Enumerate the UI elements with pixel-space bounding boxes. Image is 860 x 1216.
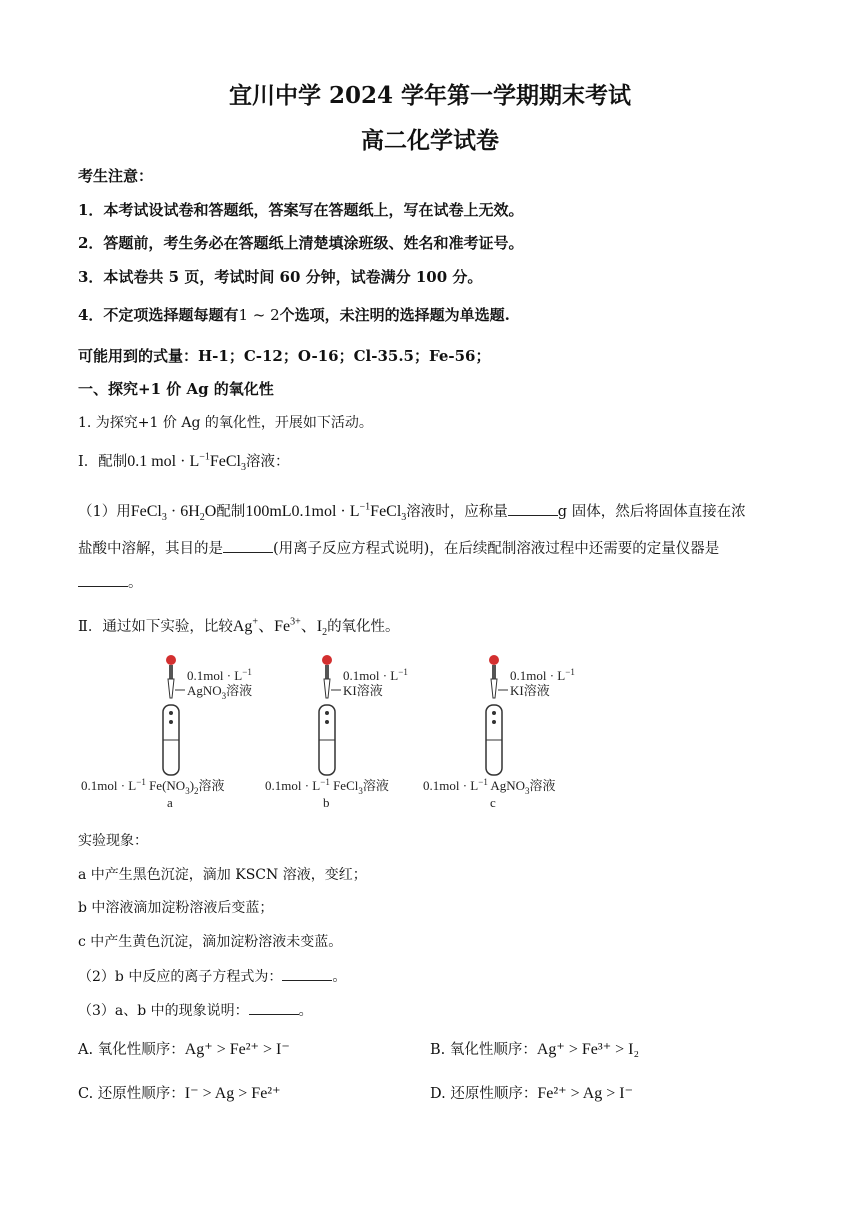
svg-text:0.1mol · L−1 Fe(NO3)2溶液: $0.1mol \cdot L^{-1}$ $Fe(NO_3)_2$溶液 bbox=[81, 777, 225, 796]
option-b-expr: Ag⁺ > Fe³⁺ > I₂ bbox=[536, 1041, 640, 1058]
tube-a bbox=[81, 655, 252, 810]
option-b[interactable]: B. 氧化性顺序：Ag⁺ > Fe³⁺ > I₂ bbox=[430, 1041, 640, 1058]
formula-masses: 可能用到的式量：H-1；C-12；O-16；Cl-35.5；Fe-56； bbox=[78, 347, 491, 365]
answer-blank-conclusion[interactable] bbox=[249, 1000, 299, 1015]
tube-b bbox=[265, 655, 408, 810]
notice-heading: 考生注意： bbox=[78, 167, 154, 185]
svg-text:0.1mol · L−1 AgNO3溶液: $0.1mol \cdot L^{-1}$ AgNO$_3$溶液 bbox=[423, 777, 556, 796]
option-d[interactable]: D. 还原性顺序：Fe²⁺ > Ag > I⁻ bbox=[430, 1085, 634, 1102]
notice-item-1: 1．本考试设试卷和答题纸，答案写在答题纸上，写在试卷上无效。 bbox=[78, 201, 524, 219]
option-c[interactable]: C. 还原性顺序：I⁻ > Ag > Fe²⁺ bbox=[78, 1085, 281, 1102]
option-a-expr: Ag⁺ > Fe²⁺ > I⁻ bbox=[184, 1041, 290, 1058]
notice-item-2: 2．答题前，考生务必在答题纸上清楚填涂班级、姓名和准考证号。 bbox=[78, 234, 524, 252]
section-heading: 一、探究+1 价 Ag 的氧化性 bbox=[78, 380, 274, 398]
question-1-1-line2: 盐酸中溶解，其目的是 (用离子反应方程式说明)，在后续配制溶液过程中还需要的定量仪器是 bbox=[78, 537, 719, 558]
answer-blank-ionic-equation[interactable] bbox=[282, 966, 332, 981]
svg-text:b: b bbox=[323, 795, 330, 810]
observation-c: c 中产生黄色沉淀，滴加淀粉溶液未变蓝。 bbox=[78, 934, 343, 950]
svg-text:KI溶液: KI溶液 bbox=[510, 683, 550, 698]
answer-blank-mass[interactable] bbox=[508, 501, 558, 516]
svg-text:0.1mol · L−1: $0.1mol \cdot L^{-1}$ bbox=[187, 667, 252, 683]
part-2-line: Ⅱ．通过如下实验，比较Ag+、$Fe^{3+}$、$I_2$的氧化性。 bbox=[78, 616, 400, 639]
svg-text:a: a bbox=[167, 795, 173, 810]
svg-text:0.1mol · L−1 FeCl3溶液: $0.1mol \cdot L^{-1}$ FeCl$_3$溶液 bbox=[265, 777, 389, 796]
svg-text:0.1mol · L−1: $0.1mol \cdot L^{-1}$ bbox=[343, 667, 408, 683]
notice-item-3: 3．本试卷共 5 页，考试时间 60 分钟，试卷满分 100 分。 bbox=[78, 268, 483, 286]
svg-text:KI溶液: KI溶液 bbox=[343, 683, 383, 698]
option-a[interactable]: A. 氧化性顺序：Ag⁺ > Fe²⁺ > I⁻ bbox=[78, 1041, 290, 1058]
notice-item-4: 4．不定项选择题每题有1 ~ 2个选项，未注明的选择题为单选题. bbox=[78, 306, 510, 324]
observation-heading: 实验现象： bbox=[78, 833, 148, 849]
observation-a: a 中产生黑色沉淀，滴加 KSCN 溶液，变红； bbox=[78, 867, 367, 883]
part-1-line: Ⅰ．配制0.1 mol · $L^{-1}FeCl_3$溶液： bbox=[78, 451, 290, 474]
option-d-expr: Fe²⁺ > Ag > I⁻ bbox=[537, 1085, 634, 1102]
question-1-intro: 1. 为探究+1 价 Ag 的氧化性，开展如下活动。 bbox=[78, 415, 373, 431]
exam-title: 宜川中学 2024 学年第一学期期末考试 bbox=[228, 82, 632, 109]
svg-text:c: c bbox=[490, 795, 496, 810]
question-1-1-line3: 。 bbox=[78, 571, 143, 592]
experiment-figure bbox=[75, 650, 595, 815]
svg-text:AgNO3溶液: AgNO$_3$溶液 bbox=[187, 683, 253, 701]
question-1-1-line1: （1）用FeCl$_3$ · $6H_2O$配制$100mL0.1mol \cdot L^{-1}FeCl_3$溶液时，应称量 g 固体，然后将固体直接在浓 bbox=[78, 501, 746, 524]
question-1-3: （3）a、b 中的现象说明： 。 bbox=[78, 1000, 313, 1020]
svg-text:0.1mol · L−1: $0.1mol \cdot L^{-1}$ bbox=[510, 667, 575, 683]
question-1-2: （2）b 中反应的离子方程式为： 。 bbox=[78, 966, 346, 986]
option-c-expr: I⁻ > Ag > Fe²⁺ bbox=[184, 1085, 281, 1102]
exam-subtitle: 高二化学试卷 bbox=[361, 127, 499, 154]
answer-blank-instrument[interactable] bbox=[78, 572, 128, 587]
answer-blank-equation[interactable] bbox=[223, 538, 273, 553]
tube-c bbox=[423, 655, 575, 810]
observation-b: b 中溶液滴加淀粉溶液后变蓝； bbox=[78, 900, 274, 916]
